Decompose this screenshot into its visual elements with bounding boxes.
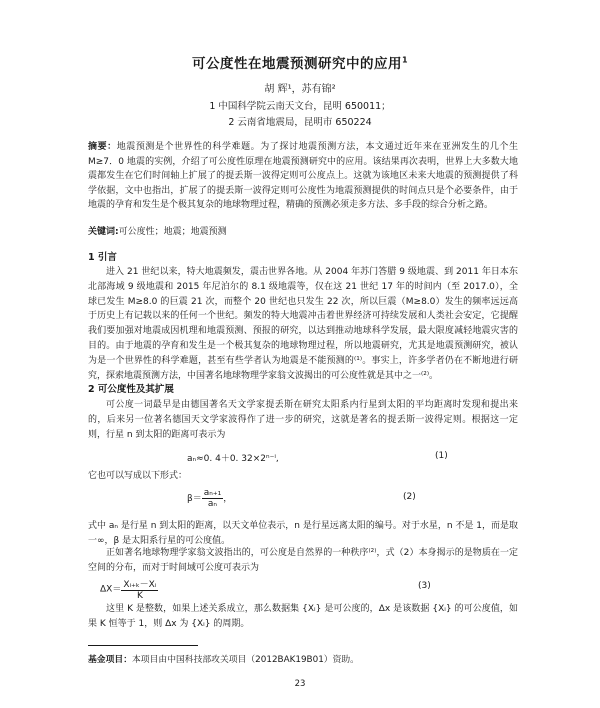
abstract-label: 摘要： xyxy=(88,142,117,152)
affiliation-1: 1 中国科学院云南天文台，昆明 650011； xyxy=(209,101,391,112)
equation-2-expression xyxy=(187,488,232,509)
equation-3-fraction xyxy=(121,577,158,601)
body-paragraph-2b: 它也可以写成以下形式： xyxy=(88,471,188,481)
equation-3-number: (3) xyxy=(418,581,431,591)
equation-2-lhs: β＝ xyxy=(187,494,202,504)
title-footnote-mark: 1 xyxy=(401,55,409,65)
footnote-text: 本项目由中国科技部攻关项目（2012BAK19B01）资助。 xyxy=(132,655,359,665)
equation-3-expression xyxy=(100,577,158,601)
equation-2-tail: ， xyxy=(223,494,233,504)
author-line: 胡 辉¹，苏有锦² xyxy=(264,84,336,95)
body-paragraph-2-text: 可公度一词最早是由德国著名天文学家提丢斯在研究太阳系内行星到太阳的平均距离时发现和提出来的，后来另一位著名德国天文学家波得作了进一步的研究，这就是著名的提丢斯一波得定则。根据这一定则，行星 n 到太阳的距离可表示为 xyxy=(88,400,518,440)
equation-2-numerator: aₙ₊₁ xyxy=(203,488,222,498)
keywords-label: 关键词: xyxy=(88,227,119,237)
equation-1-number: (1) xyxy=(435,451,448,461)
body-paragraph-2 xyxy=(88,398,518,442)
keywords-text: 可公度性；地震；地震预测 xyxy=(118,227,227,237)
equation-2-number: (2) xyxy=(403,492,416,502)
equation-3-numerator: Xᵢ₊ₖ－Xᵢ xyxy=(121,577,158,591)
affiliation-2: 2 云南省地震局，昆明市 650224 xyxy=(228,117,372,128)
equation-3-denominator: K xyxy=(136,591,143,601)
equation-2-fraction xyxy=(202,488,223,509)
page-number: 23 xyxy=(294,679,306,689)
keywords xyxy=(88,224,227,237)
section-heading-intro: 1 引言 xyxy=(88,252,117,263)
funding-footnote xyxy=(88,652,359,665)
body-paragraph-5: 这里 K 是整数，如果上述关系成立，那么数据集 {Xᵢ} 是可公度的，Δx 是该数据 {Xᵢ} 的可公度值，如果 K 恒等于 1，则 Δx 为 {Xᵢ} 的周期。 xyxy=(88,604,518,629)
abstract xyxy=(88,140,518,213)
equation-1-expression: aₙ≈0. 4＋0. 32×2ⁿ⁻ⁱ, xyxy=(187,454,279,464)
body-paragraph-3: 式中 aₙ 是行星 n 到太阳的距离，以天文单位表示，n 是行星远离太阳的编号。对于水星，n 不是 1，而是取一∞，β 是太阳系行星的可公度值。 xyxy=(88,521,518,546)
title-text: 可公度性在地震预测研究中的应用 xyxy=(191,56,402,72)
section-heading-commensurability: 2 可公度性及其扩展 xyxy=(88,384,174,395)
footnote-label: 基金项目： xyxy=(88,655,132,665)
body-paragraph-4: 正如著名地球物理学家翁文波指出的，可公度是自然界的一种秩序⁽²⁾，式（2）本身揭示的是物质在一定空间的分布，而对于时间域可公度可表示为 xyxy=(88,548,518,573)
intro-paragraph: 进入 21 世纪以来，特大地震频发，震击世界各地。从 2004 年苏门答腊 9 级地震、到 2011 年日本东北部海域 9 级地震和 2015 年尼泊尔的 8.1 级地震等，仅在这 21 世纪 17 年的时间内（至 2017.0），全球已发生 M≥8.0 的巨震 21 次，而整个 20 世纪也只发生 22 次，所以巨震（M≥8.0）发生的频率远远高于历史上有记载以来的任何一个世纪。频发的特大地震冲击着世界经济可持续发展和人类社会安定，它提醒我们要加强对地震成因机理和地震预测、预报的研究，以达到推动地球科学发展，最大限度减轻地震灾害的目的。由于地震的孕育和发生是一个极其复杂的地球物理过程，所以地震研究，尤其是地震预测研究，被认为是一个世界性的科学难题，甚至有些学者认为地震是不能预测的⁽¹⁾。事实上，许多学者仍在不断地进行研究，探索地震预测方法，中国著名地球物理学家翁文波揭出的可公度性就是其中之一⁽²⁾。 xyxy=(88,267,518,381)
abstract-text: 地震预测是个世界性的科学难题。为了探讨地震预测方法，本文通过近年来在亚洲发生的几个生 M≥7．0 地震的实例，介绍了可公度性原理在地震预测研究中的应用。该结果再次表明，世界上大多数大地震都发生在它们时间轴上扩展了的提丢斯一波得定则可公度点上。这就为该地区未来大地震的预测提供了科学依据，文中也指出，扩展了的提丢斯一波得定则可公度性为地震预测提供的时间点只是个必要条件，由于地震的孕育和发生是个极其复杂的地球物理过程，精确的预测必须走多方法、多手段的综合分析之路。 xyxy=(88,142,518,211)
paper-title xyxy=(0,52,600,72)
footnote-divider xyxy=(88,645,198,646)
equation-3-lhs: ΔX＝ xyxy=(100,584,122,595)
equation-2-denominator: aₙ xyxy=(207,499,218,509)
